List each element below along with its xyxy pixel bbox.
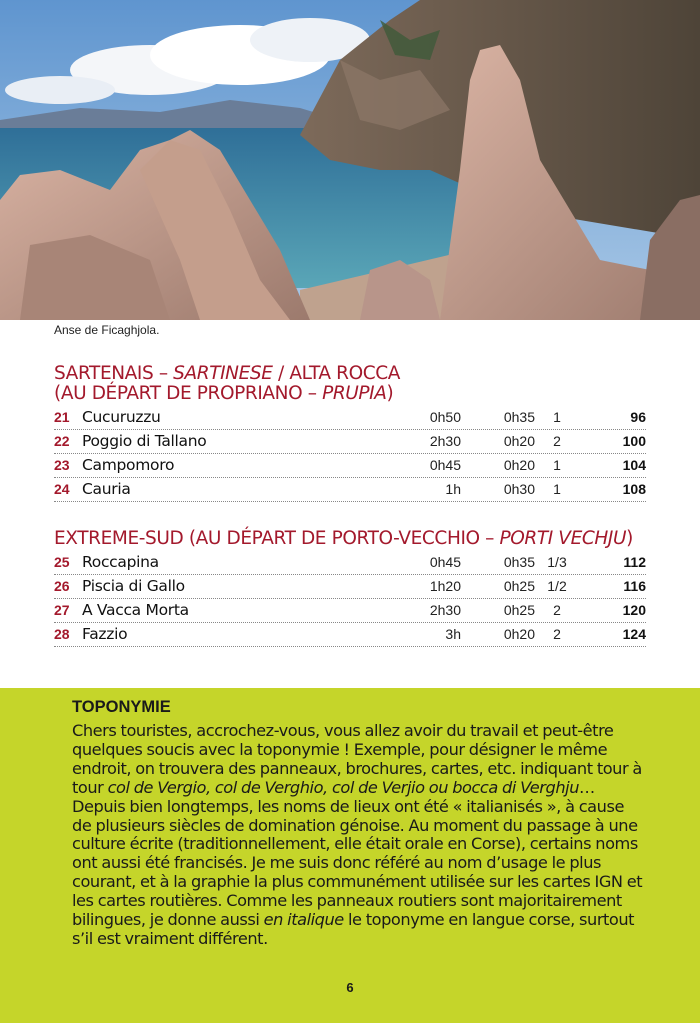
hike-duration: 0h45 xyxy=(429,554,461,570)
coastal-rocks-photo xyxy=(0,0,700,320)
hike-access-time: 0h20 xyxy=(503,626,535,642)
section-subtitle: (AU DÉPART DE PROPRIANO – PRUPIA) xyxy=(54,383,394,404)
hike-row[interactable] xyxy=(54,430,646,454)
hike-duration: 2h30 xyxy=(429,602,461,618)
hike-name: Cauria xyxy=(82,480,131,498)
hike-row[interactable] xyxy=(54,599,646,623)
hike-access-time: 0h35 xyxy=(503,409,535,425)
hike-page: 96 xyxy=(630,409,646,425)
hike-name: Campomoro xyxy=(82,456,175,474)
hike-access-time: 0h25 xyxy=(503,578,535,594)
hike-name: A Vacca Morta xyxy=(82,601,189,619)
hike-duration: 2h30 xyxy=(429,433,461,449)
hike-duration: 0h45 xyxy=(429,457,461,473)
hike-number: 22 xyxy=(54,433,70,449)
hike-row[interactable] xyxy=(54,551,646,575)
hike-difficulty: 1 xyxy=(553,481,561,497)
hike-number: 26 xyxy=(54,578,70,594)
hike-difficulty: 2 xyxy=(553,602,561,618)
hike-page: 100 xyxy=(622,433,646,449)
toponymie-box xyxy=(0,688,700,1023)
section-title: EXTREME-SUD (AU DÉPART DE PORTO-VECCHIO – PORTI VECHJU) xyxy=(54,528,633,549)
toponymie-title: TOPONYMIE xyxy=(72,698,171,716)
hike-page: 104 xyxy=(622,457,646,473)
hike-row[interactable] xyxy=(54,478,646,502)
section-title: SARTENAIS – SARTINESE / ALTA ROCCA xyxy=(54,363,401,384)
hike-number: 23 xyxy=(54,457,70,473)
section-extreme-sud xyxy=(54,529,646,647)
hike-access-time: 0h30 xyxy=(503,481,535,497)
hike-duration: 0h50 xyxy=(429,409,461,425)
page-number: 6 xyxy=(346,980,354,995)
hike-access-time: 0h20 xyxy=(503,433,535,449)
hike-difficulty: 1 xyxy=(553,409,561,425)
hike-difficulty: 1/3 xyxy=(547,554,567,570)
hike-duration: 3h xyxy=(445,626,461,642)
hike-row[interactable] xyxy=(54,575,646,599)
hike-number: 28 xyxy=(54,626,70,642)
hike-name: Piscia di Gallo xyxy=(82,577,185,595)
hike-name: Poggio di Tallano xyxy=(82,432,207,450)
hike-name: Fazzio xyxy=(82,625,128,643)
hike-row[interactable] xyxy=(54,623,646,647)
section-sartenais xyxy=(54,364,646,502)
hike-page: 108 xyxy=(622,481,646,497)
hike-access-time: 0h35 xyxy=(503,554,535,570)
hike-difficulty: 2 xyxy=(553,433,561,449)
hike-access-time: 0h20 xyxy=(503,457,535,473)
photo-caption: Anse de Ficaghjola. xyxy=(54,323,160,337)
hike-row[interactable] xyxy=(54,454,646,478)
hike-duration: 1h xyxy=(445,481,461,497)
hike-number: 24 xyxy=(54,481,70,497)
landscape-illustration xyxy=(0,0,700,320)
hike-duration: 1h20 xyxy=(429,578,461,594)
hike-page: 120 xyxy=(622,602,646,618)
hike-page: 124 xyxy=(622,626,646,642)
hike-page: 112 xyxy=(623,554,646,570)
hike-number: 27 xyxy=(54,602,70,618)
hike-difficulty: 2 xyxy=(553,626,561,642)
hike-row[interactable] xyxy=(54,406,646,430)
hike-name: Roccapina xyxy=(82,553,159,571)
hike-difficulty: 1/2 xyxy=(547,578,567,594)
hike-name: Cucuruzzu xyxy=(82,408,161,426)
toponymie-text: Chers touristes, accrochez-vous, vous allez avoir du travail et peut-être quelques soucis avec la toponymie ! Exemple, pour désigner le même endroit, on trouvera des panneaux, brochures, cartes, etc. indiquant tour à tour col de Vergio, col de Verghio, col de Verjio ou bocca di Verghju… Depuis bien longtemps, les noms de lieux ont été « italianisés », à cause de plusieurs siècles de domination génoise. Au moment du passage à une culture écrite (traditionnellement, elle était orale en Corse), certains noms ont aussi été francisés. Je me suis donc référé au nom d’usage le plus courant, et à la graphie la plus communément utilisée sur les cartes IGN et les cartes routières. Comme les panneaux routiers sont majoritairement bilingues, je donne aussi en italique le toponyme en langue corse, surtout s’il est vraiment différent. xyxy=(72,721,643,948)
hike-page: 116 xyxy=(623,578,646,594)
hike-number: 25 xyxy=(54,554,70,570)
hike-difficulty: 1 xyxy=(553,457,561,473)
hike-number: 21 xyxy=(54,409,70,425)
hike-access-time: 0h25 xyxy=(503,602,535,618)
